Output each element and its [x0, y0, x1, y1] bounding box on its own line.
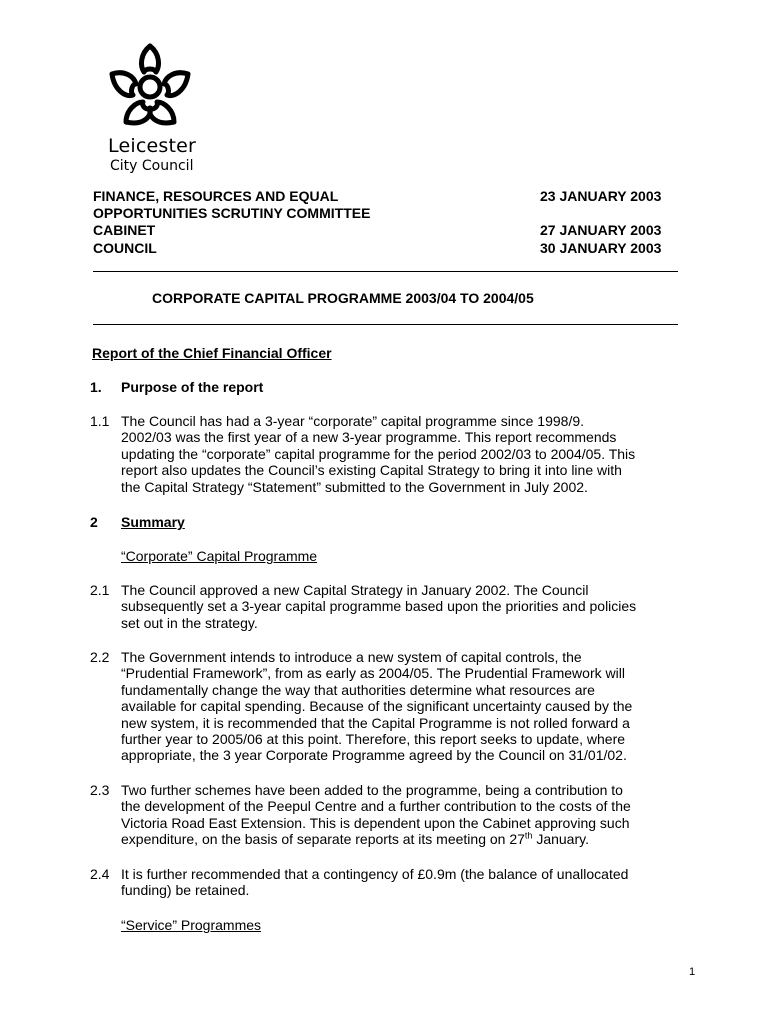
- report-author: Report of the Chief Financial Officer: [92, 345, 332, 361]
- para-line: Two further schemes have been added to the programme, being a contribution to: [121, 782, 623, 798]
- para-last-line: [121, 831, 699, 847]
- para-line: funding) be retained.: [121, 882, 250, 899]
- ordinal-suffix: th: [524, 830, 533, 841]
- para-line: the development of the Peepul Centre and a further contribution to the costs of the: [121, 798, 631, 815]
- meeting-name-1b: OPPORTUNITIES SCRUTINY COMMITTEE: [93, 205, 371, 221]
- para-line-text: expenditure, on the basis of separate reports at its meeting on 27: [121, 831, 525, 848]
- report-title: CORPORATE CAPITAL PROGRAMME 2003/04 TO 2004/05: [152, 290, 534, 306]
- para-2-1-number: 2.1: [90, 582, 110, 598]
- flower-emblem-icon: [104, 40, 196, 132]
- para-line: report also updates the Council’s existing Capital Strategy to bring it into line with: [121, 462, 622, 479]
- meeting-date-2: 27 JANUARY 2003: [540, 222, 662, 238]
- meeting-date-3: 30 JANUARY 2003: [540, 240, 662, 256]
- para-line: appropriate, the 3 year Corporate Programme agreed by the Council on 31/01/02.: [121, 747, 627, 764]
- section-1-number: 1.: [90, 379, 102, 395]
- para-line: updating the “corporate” capital programme for the period 2002/03 to 2004/05. This: [121, 445, 636, 462]
- meeting-name-2: CABINET: [93, 222, 156, 238]
- para-2-2-number: 2.2: [90, 649, 110, 665]
- para-line: new system, it is recommended that the Capital Programme is not rolled forward a: [121, 714, 630, 731]
- para-2-3: [121, 782, 699, 848]
- para-line: It is further recommended that a contingency of £0.9m (the balance of unallocated: [121, 866, 629, 882]
- para-line: subsequently set a 3-year capital programme based upon the priorities and policies: [121, 598, 637, 615]
- page-number: 1: [689, 966, 696, 978]
- para-line: set out in the strategy.: [121, 614, 258, 631]
- para-line: “Prudential Framework”, from as early as 2004/05. The Prudential Framework will: [121, 665, 625, 682]
- para-1-1: [121, 413, 699, 495]
- section-2-number: 2: [90, 514, 98, 530]
- para-line: fundamentally change the way that authorities determine what resources are: [121, 681, 595, 698]
- council-logo: [104, 40, 204, 180]
- para-line: The Council approved a new Capital Strategy in January 2002. The Council: [121, 582, 589, 598]
- para-line: The Council has had a 3-year “corporate” capital programme since 1998/9.: [121, 413, 585, 429]
- para-line: the Capital Strategy “Statement” submitted to the Government in July 2002.: [121, 478, 588, 495]
- meeting-name-1: FINANCE, RESOURCES AND EQUAL: [93, 188, 339, 204]
- divider-bottom: [93, 324, 678, 325]
- para-2-4-number: 2.4: [90, 866, 110, 882]
- divider-top: [93, 271, 678, 272]
- para-2-1: [121, 582, 699, 631]
- meeting-name-3: COUNCIL: [93, 240, 157, 256]
- section-2-heading: Summary: [121, 514, 185, 530]
- para-2-3-number: 2.3: [90, 782, 110, 798]
- para-line: available for capital spending. Because of the significant uncertainty caused by the: [121, 698, 633, 715]
- para-line: 2002/03 was the first year of a new 3-year programme. This report recommends: [121, 429, 617, 446]
- logo-line-2: City Council: [110, 158, 194, 174]
- para-line: further year to 2005/06 at this point. Therefore, this report seeks to update, where: [121, 731, 626, 748]
- para-2-4: [121, 866, 699, 899]
- subheading-service: “Service” Programmes: [121, 917, 262, 933]
- para-line: Victoria Road East Extension. This is dependent upon the Cabinet approving such: [121, 814, 630, 831]
- para-2-2: [121, 649, 699, 764]
- section-1-heading: Purpose of the report: [121, 379, 264, 395]
- meeting-date-1: 23 JANUARY 2003: [540, 188, 662, 204]
- para-line: The Government intends to introduce a new system of capital controls, the: [121, 649, 582, 665]
- para-line-text: January.: [532, 831, 589, 848]
- subheading-corporate: “Corporate” Capital Programme: [121, 548, 318, 564]
- logo-line-1: Leicester: [108, 135, 197, 157]
- para-1-1-number: 1.1: [90, 413, 110, 429]
